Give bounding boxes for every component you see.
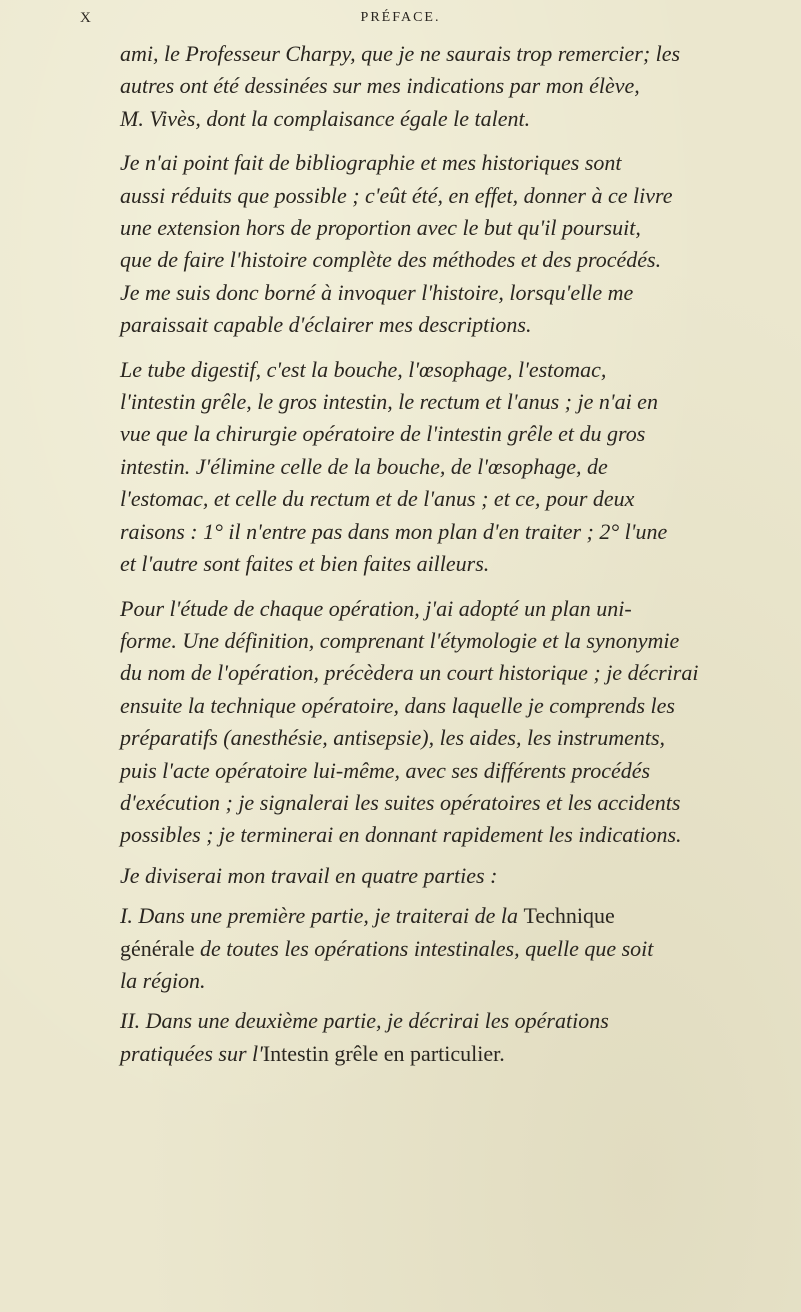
text-line: du nom de l'opération, précèdera un court historique ; je décrirai <box>120 660 699 686</box>
text-segment-roman: Technique <box>523 903 615 929</box>
text-line: l'estomac, et celle du rectum et de l'anus ; et ce, pour deux <box>120 486 635 512</box>
text-line: la région. <box>120 967 206 993</box>
text-segment-roman: Intestin grêle en particulier. <box>262 1040 505 1066</box>
text-segment: de toutes les opérations intestinales, quelle que soit <box>194 935 654 961</box>
text-line: M. Vivès, dont la complaisance égale le talent. <box>120 105 531 131</box>
text-line: une extension hors de proportion avec le but qu'il poursuit, <box>120 215 641 241</box>
paragraph-gap <box>120 342 784 354</box>
text-line: intestin. J'élimine celle de la bouche, de l'œsophage, de <box>120 453 608 479</box>
page-header <box>0 10 801 30</box>
paragraph-gap <box>120 852 784 860</box>
text-line: Je diviserai mon travail en quatre parties : <box>120 862 498 888</box>
text-segment: pratiquées sur <box>120 1040 252 1066</box>
text-line: ami, le Professeur Charpy, que je ne saurais trop remercier; les <box>120 41 681 66</box>
text-line: Je me suis donc borné à invoquer l'histoire, lorsqu'elle me <box>120 279 634 305</box>
text-line: et l'autre sont faites et bien faites ailleurs. <box>120 551 490 577</box>
paragraph-gap <box>120 581 784 593</box>
text-segment: I. Dans une première partie, je traiterai de la <box>120 903 524 929</box>
text-segment-roman: générale <box>120 935 195 961</box>
text-line: II. Dans une deuxième partie, je décrirai les opérations <box>120 1008 609 1034</box>
text-line: paraissait capable d'éclairer mes descriptions. <box>120 312 532 338</box>
text-line: vue que la chirurgie opératoire de l'intestin grêle et du gros <box>120 421 646 447</box>
text-line: Pour l'étude de chaque opération, j'ai adopté un plan uni- <box>120 595 632 621</box>
text-line: préparatifs (anesthésie, antisepsie), les aides, les instruments, <box>120 725 666 751</box>
text-line: raisons : 1° il n'entre pas dans mon plan d'en traiter ; 2° l'une <box>120 518 668 544</box>
text-line: forme. Une définition, comprenant l'étymologie et la synonymie <box>120 627 680 653</box>
paragraph-gap <box>120 892 784 900</box>
text-line: autres ont été dessinées sur mes indications par mon élève, <box>120 73 640 99</box>
text-line: l'intestin grêle, le gros intestin, le rectum et l'anus ; je n'ai en <box>120 389 658 415</box>
text-line: puis l'acte opératoire lui-même, avec ses différents procédés <box>120 757 651 783</box>
text-line <box>120 1038 784 1070</box>
page-number: X <box>80 10 92 26</box>
text-line: possibles ; je terminerai en donnant rapidement les indications. <box>120 822 682 848</box>
text-segment: l' <box>252 1040 263 1066</box>
text-line: que de faire l'histoire complète des méthodes et des procédés. <box>120 247 662 273</box>
body-text <box>120 38 784 1070</box>
text-line: d'exécution ; je signalerai les suites opératoires et les accidents <box>120 789 681 815</box>
running-title: PRÉFACE. <box>360 10 441 25</box>
text-line: aussi réduits que possible ; c'eût été, en effet, donner à ce livre <box>120 182 673 208</box>
text-line: Le tube digestif, c'est la bouche, l'œsophage, l'estomac, <box>120 356 607 382</box>
text-line <box>120 900 784 932</box>
text-line: ensuite la technique opératoire, dans laquelle je comprends les <box>120 692 675 718</box>
paragraph-gap <box>120 997 784 1005</box>
text-line: Je n'ai point fait de bibliographie et mes historiques sont <box>120 150 622 176</box>
paragraph-gap <box>120 135 784 147</box>
text-line <box>120 933 784 965</box>
